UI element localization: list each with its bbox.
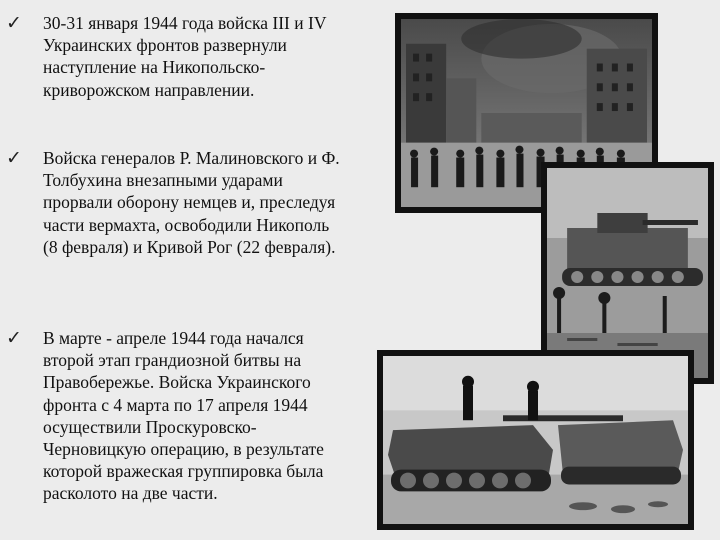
soldiers-on-tanks-photo bbox=[377, 350, 694, 530]
checkmark-icon: ✓ bbox=[6, 327, 22, 349]
checkmark-icon: ✓ bbox=[6, 12, 22, 34]
checkmark-icon: ✓ bbox=[6, 147, 22, 169]
bullet-text: В марте - апреле 1944 года начался второй этап грандиозной битвы на Правобережье. Войска Украинского фронта с 4 марта по 17 апреля 1944 осуществили Проскуровско-Черновицкую операцию, в результате которой вражеская группировка была расколото на две части. bbox=[43, 328, 324, 504]
bullet-text: Войска генералов Р. Малиновского и Ф. Толбухина внезапными ударами прорвали оборону немцев и, преследуя части вермахта, освободили Никополь (8 февраля) и Кривой Рог (22 февраля). bbox=[43, 148, 340, 257]
bullet-text: 30-31 января 1944 года войска III и IV Украинских фронтов развернули наступление на Никопольско-криворожском направлении. bbox=[43, 13, 327, 100]
